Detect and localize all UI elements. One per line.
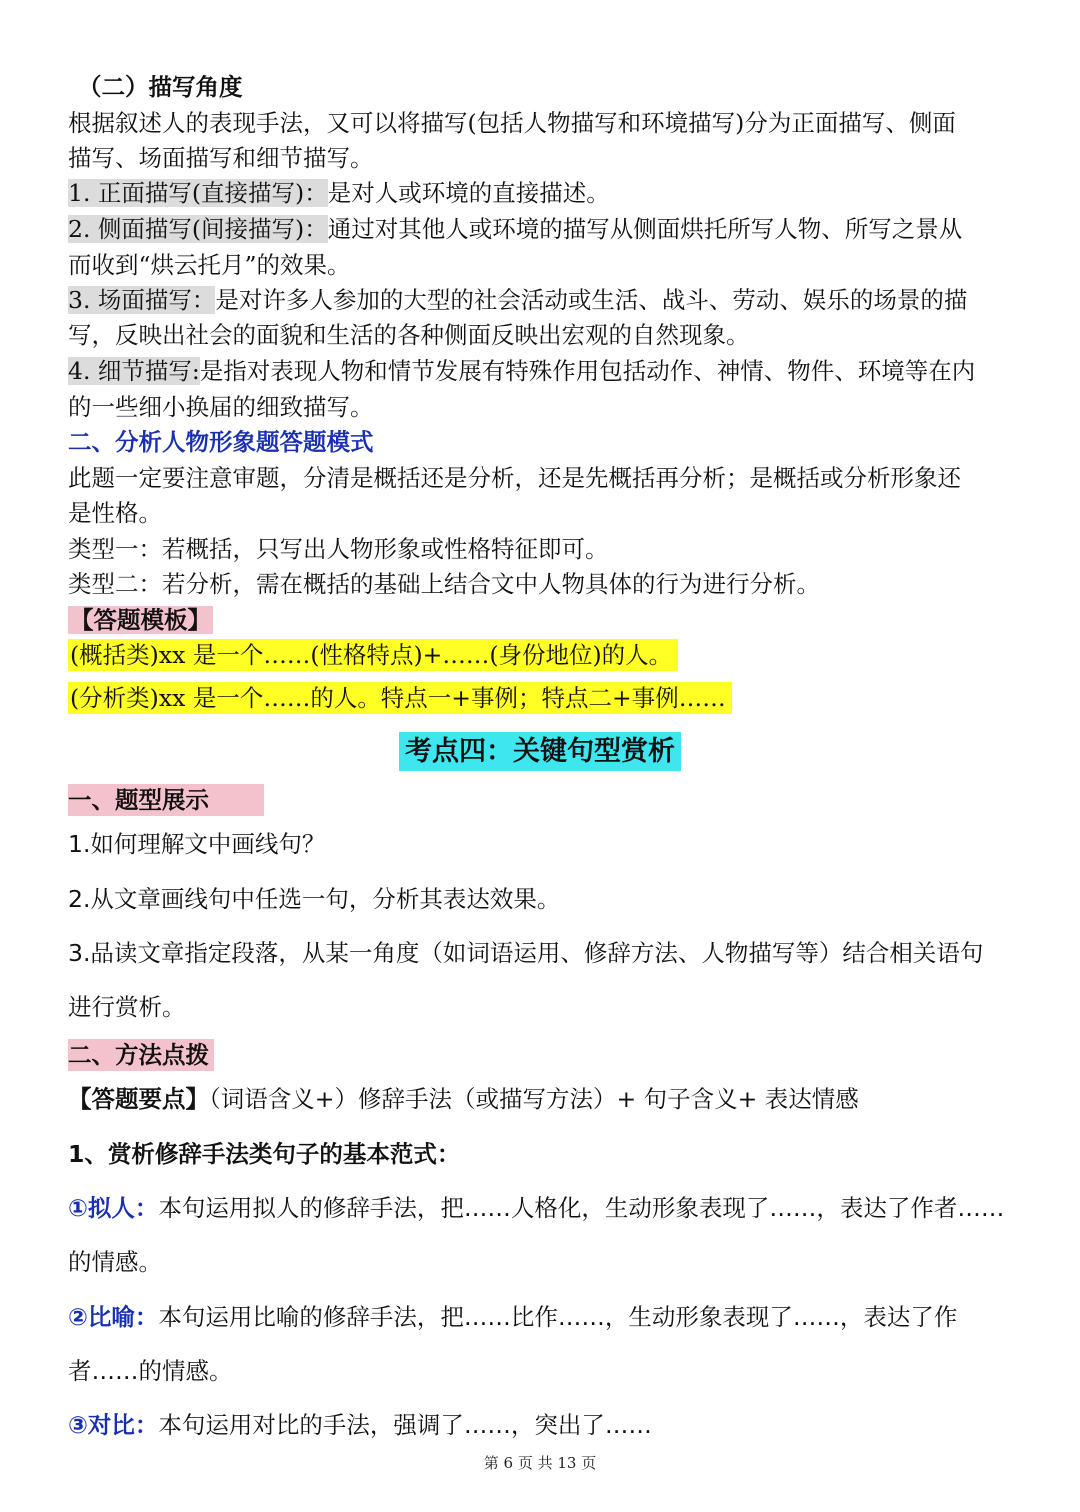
paragraph-line: 是性格。 bbox=[68, 499, 162, 527]
item-text: 是指对表现人物和情节发展有特殊作用包括动作、神情、物件、环境等在内 bbox=[199, 357, 976, 385]
key-points-text: （词语含义+）修辞手法（或描写方法）+ 句子含义+ 表达情感 bbox=[209, 1085, 859, 1113]
list-item bbox=[68, 214, 962, 244]
paragraph-line: 2.从文章画线句中任选一句，分析其表达效果。 bbox=[68, 885, 561, 913]
template-line bbox=[68, 640, 678, 670]
key-points-label: 【答题要点】 bbox=[68, 1085, 209, 1113]
rhetoric-label: ③对比： bbox=[68, 1411, 159, 1439]
paragraph-line: 而收到“烘云托月”的效果。 bbox=[68, 251, 351, 279]
paragraph-line: 根据叙述人的表现手法，又可以将描写(包括人物描写和环境描写)分为正面描写、侧面 bbox=[68, 109, 956, 137]
paragraph-line: 此题一定要注意审题，分清是概括还是分析，还是先概括再分析；是概括或分析形象还 bbox=[68, 464, 961, 492]
list-item bbox=[68, 178, 610, 208]
paragraph-line: 的情感。 bbox=[68, 1248, 162, 1276]
subheading-method: 二、方法点拨 bbox=[68, 1041, 209, 1069]
paragraph-line: 者……的情感。 bbox=[68, 1357, 233, 1385]
template-line bbox=[68, 683, 732, 713]
page-footer: 第 6 页 共 13 页 bbox=[483, 1454, 597, 1472]
item-text: 通过对其他人或环境的描写从侧面烘托所写人物、所写之景从 bbox=[327, 215, 963, 243]
rhetoric-text: 本句运用对比的手法，强调了……，突出了…… bbox=[158, 1411, 652, 1439]
item-label: 2. 侧面描写(间接描写)： bbox=[68, 215, 328, 243]
list-item bbox=[68, 356, 975, 386]
rhetoric-text: 本句运用拟人的修辞手法，把……人格化，生动形象表现了……，表达了作者…… bbox=[158, 1194, 1005, 1222]
rhetoric-text: 本句运用比喻的修辞手法，把……比作……，生动形象表现了……，表达了作 bbox=[158, 1303, 958, 1331]
item-text: 是对许多人参加的大型的社会活动或生活、战斗、劳动、娱乐的场景的描 bbox=[215, 286, 968, 314]
item-label: 4. 细节描写: bbox=[68, 357, 200, 385]
paragraph-line: 1.如何理解文中画线句？ bbox=[68, 830, 326, 858]
paragraph-line: 3.品读文章指定段落，从某一角度（如词语运用、修辞方法、人物描写等）结合相关语句 bbox=[68, 939, 984, 967]
item-label: 1. 正面描写(直接描写)： bbox=[68, 179, 328, 207]
paragraph-line: 类型一：若概括，只写出人物形象或性格特征即可。 bbox=[68, 535, 609, 563]
subheading-question-types: 一、题型展示 bbox=[68, 786, 209, 814]
rhetoric-item bbox=[68, 1302, 957, 1332]
rhetoric-item bbox=[68, 1193, 1004, 1223]
template-text: (分析类)xx 是一个……的人。特点一+事例；特点二+事例…… bbox=[68, 682, 732, 714]
rhetoric-heading: 1、赏析修辞手法类句子的基本范式： bbox=[68, 1140, 461, 1168]
item-label: 3. 场面描写： bbox=[68, 286, 216, 314]
paragraph-line: 描写、场面描写和细节描写。 bbox=[68, 144, 374, 172]
template-text: (概括类)xx 是一个……(性格特点)+……(身份地位)的人。 bbox=[68, 639, 678, 671]
exam-point-title bbox=[0, 732, 1080, 772]
section-heading-description-angle: （二）描写角度 bbox=[78, 73, 243, 101]
template-label bbox=[68, 605, 213, 635]
rhetoric-item bbox=[68, 1410, 652, 1440]
list-item bbox=[68, 285, 967, 315]
exam-point-title-text: 考点四：关键句型赏析 bbox=[399, 732, 681, 771]
paragraph-line: 写，反映出社会的面貌和生活的各种侧面反映出宏观的自然现象。 bbox=[68, 321, 750, 349]
rhetoric-label: ①拟人： bbox=[68, 1194, 159, 1222]
paragraph-line: 的一些细小换届的细致描写。 bbox=[68, 393, 374, 421]
paragraph-line: 类型二：若分析，需在概括的基础上结合文中人物具体的行为进行分析。 bbox=[68, 570, 820, 598]
paragraph-line: 进行赏析。 bbox=[68, 993, 186, 1021]
template-label-text: 【答题模板】 bbox=[70, 606, 211, 634]
item-text: 是对人或环境的直接描述。 bbox=[327, 179, 610, 207]
rhetoric-label: ②比喻： bbox=[68, 1303, 159, 1331]
section-heading-character: 二、分析人物形象题答题模式 bbox=[68, 428, 374, 456]
key-points-line bbox=[68, 1084, 859, 1114]
